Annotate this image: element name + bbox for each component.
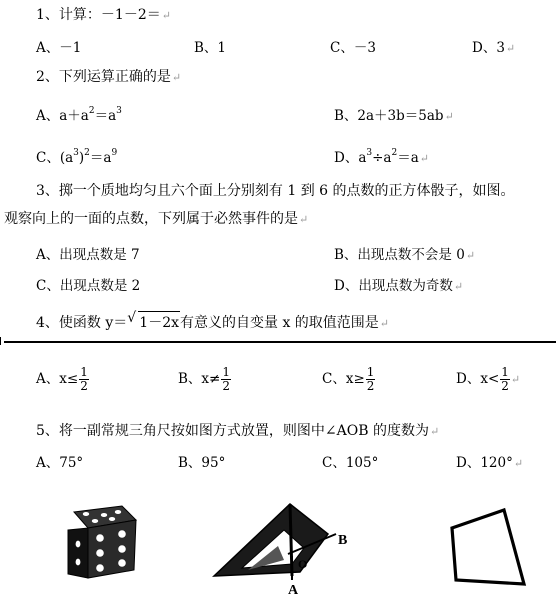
q2-option-b: B、2a＋3b＝5ab↵ bbox=[334, 108, 454, 124]
die-pip bbox=[76, 541, 81, 548]
die-pip bbox=[96, 564, 104, 572]
point-b-label: B bbox=[338, 533, 348, 548]
q3-option-a: A、出现点数是 7 bbox=[36, 247, 140, 263]
q2-option-d: D、$a^3\div a^2=a↵$ bbox=[334, 148, 429, 166]
q3-stem-line2: 观察向上的一面的点数，下列属于必然事件的是↵ bbox=[4, 211, 309, 227]
q3-option-c: C、出现点数是 2 bbox=[36, 278, 141, 294]
q5-stem: 5、将一副常规三角尺按如图方式放置，则图中∠AOB 的度数为↵ bbox=[36, 423, 440, 439]
q3-option-d: D、出现点数为奇数↵ bbox=[334, 278, 464, 294]
die-pip bbox=[118, 530, 126, 538]
die-figure bbox=[60, 500, 142, 582]
q2-option-c: C、$(a^3)^2=a^9$ bbox=[36, 148, 118, 166]
set-square-figure bbox=[208, 494, 358, 598]
die-pip bbox=[109, 517, 115, 521]
q4-option-d: D、x< $\frac{1}{2}$ ↵ bbox=[456, 365, 521, 393]
q5-option-b: B、95° bbox=[178, 455, 226, 471]
q1-stem: 1、计算：－1－2＝↵ bbox=[36, 7, 171, 23]
page-divider bbox=[4, 341, 556, 343]
die-pip bbox=[96, 549, 104, 557]
die-pip bbox=[118, 559, 126, 567]
quadrilateral-figure bbox=[440, 502, 530, 592]
die-pip bbox=[83, 512, 89, 516]
point-a-label: A bbox=[288, 583, 299, 598]
sqrt-radical: √ 1－2x bbox=[127, 310, 179, 331]
q2-option-a: A、$a+a^2=a^3$ bbox=[36, 106, 122, 124]
q4-option-a: A、x≤ $\frac{1}{2}$ bbox=[36, 365, 88, 393]
q5-option-d: D、120°↵ bbox=[456, 455, 524, 471]
q4-option-c: C、x≥ $\frac{1}{2}$ bbox=[322, 365, 375, 393]
q4-option-b: B、x≠ $\frac{1}{2}$ bbox=[178, 365, 230, 393]
die-pip bbox=[96, 534, 104, 542]
q1-option-b: B、1 bbox=[194, 40, 227, 56]
die-pip bbox=[101, 513, 107, 517]
q3-option-b: B、出现点数不会是 0↵ bbox=[334, 247, 476, 263]
q5-option-c: C、105° bbox=[322, 455, 379, 471]
q1-option-a: A、－1 bbox=[36, 40, 82, 56]
die-pip bbox=[118, 545, 126, 553]
q5-option-a: A、75° bbox=[36, 455, 84, 471]
q1-option-c: C、－3 bbox=[330, 40, 376, 56]
q3-stem-line1: 3、掷一个质地均匀且六个面上分别刻有 1 到 6 的点数的正方体骰子，如图。 bbox=[36, 183, 515, 199]
q4-stem: 4、使函数 y＝ √ 1－2x有意义的自变量 x 的取值范围是↵ bbox=[36, 310, 390, 331]
die-pip bbox=[76, 559, 81, 566]
point-o-label: O bbox=[298, 557, 308, 571]
q2-stem: 2、下列运算正确的是↵ bbox=[36, 69, 182, 85]
q1-option-d: D、3↵ bbox=[472, 40, 516, 56]
die-pip bbox=[115, 510, 121, 514]
die-pip bbox=[92, 519, 98, 523]
